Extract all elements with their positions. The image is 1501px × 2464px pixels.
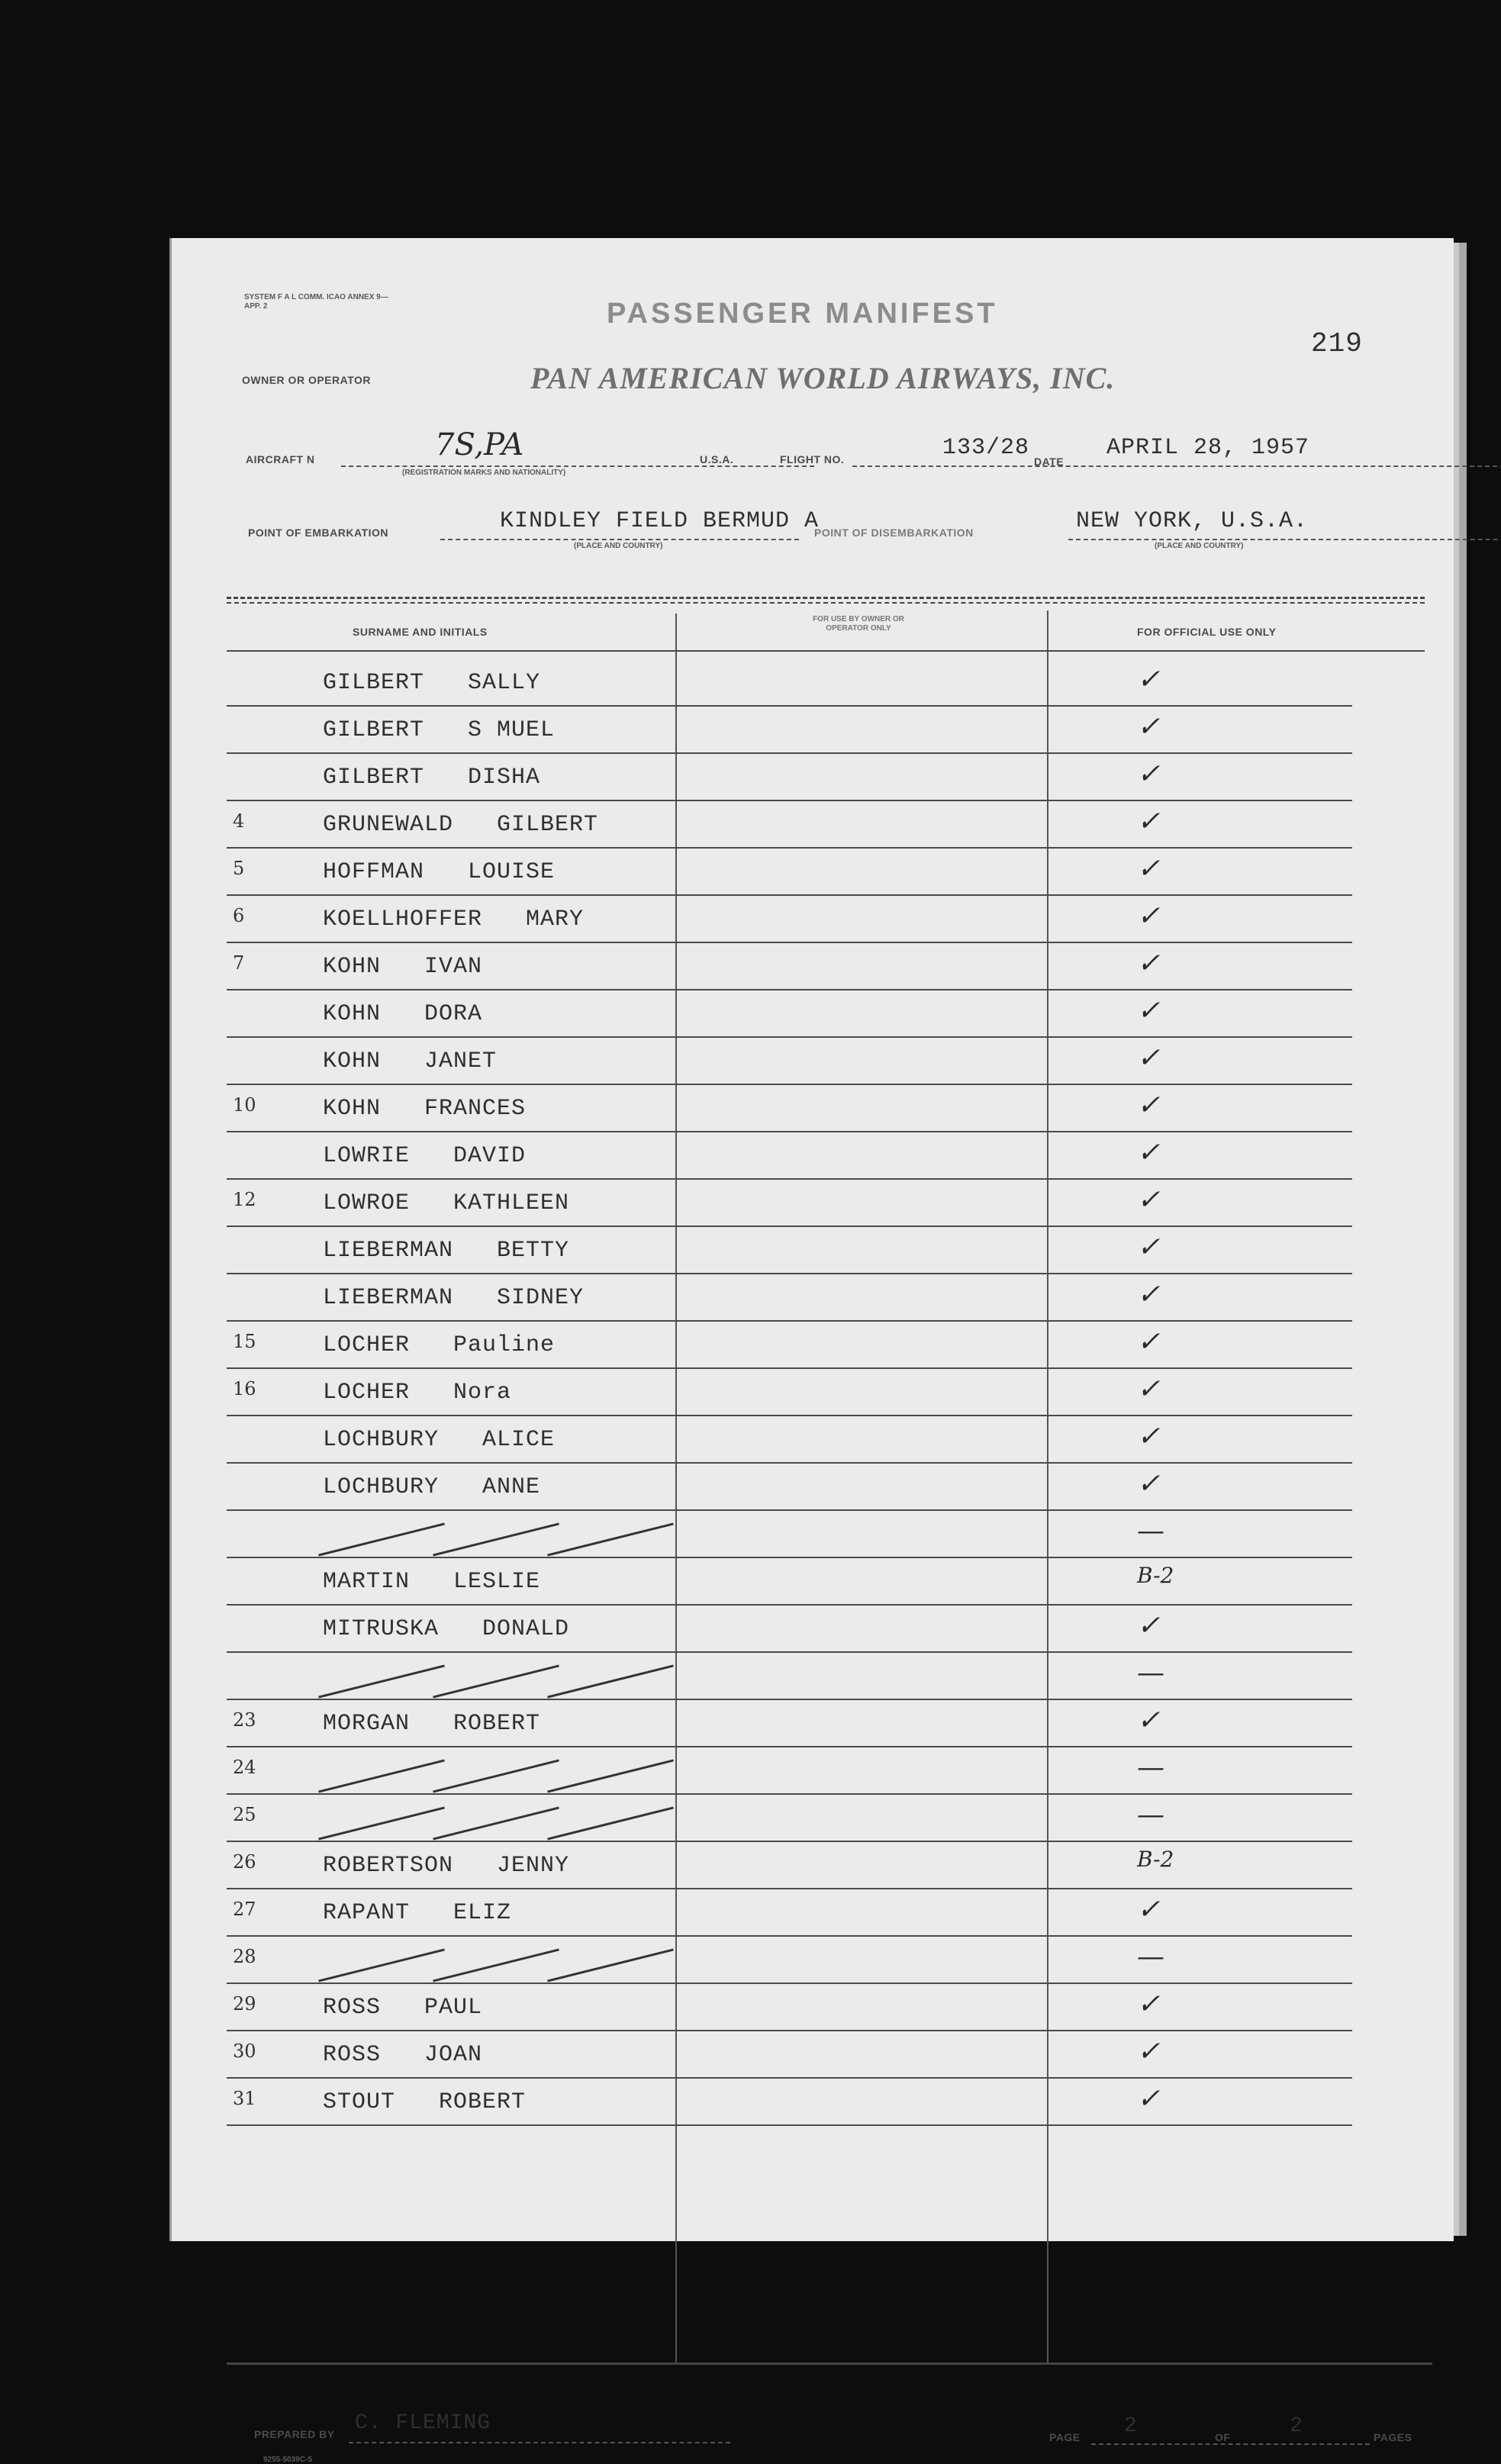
table-top-rule	[227, 597, 1425, 599]
row-rule	[227, 1131, 1352, 1132]
passenger-name: LOWROE KATHLEEN	[323, 1190, 570, 1216]
row-number: 30	[233, 2040, 256, 2062]
row-rule	[227, 1367, 1352, 1369]
row-rule	[227, 1415, 1352, 1416]
row-rule	[227, 1462, 1352, 1464]
official-check-mark: ✓	[1137, 948, 1161, 979]
page-current: 2	[1124, 2414, 1138, 2438]
row-rule	[227, 847, 1352, 849]
row-rule	[227, 705, 1352, 707]
official-check-mark: ✓	[1137, 806, 1161, 837]
of-label: OF	[1215, 2431, 1231, 2443]
col-operator-header: FOR USE BY OWNER OR OPERATOR ONLY	[813, 615, 904, 633]
strikethrough-mark	[433, 1522, 559, 1556]
passenger-name: GILBERT S MUEL	[323, 717, 556, 743]
official-check-mark: ✓	[1137, 1279, 1161, 1310]
row-number: 7	[233, 952, 245, 974]
passenger-name: GILBERT DISHA	[323, 765, 541, 791]
paper-edge	[1459, 243, 1467, 2236]
passenger-name: GRUNEWALD GILBERT	[323, 812, 599, 838]
row-number: 4	[233, 810, 245, 832]
passenger-name: KOHN DORA	[323, 1001, 483, 1027]
row-rule	[227, 1841, 1352, 1842]
passenger-name: KOHN JANET	[323, 1048, 498, 1074]
row-number: 31	[233, 2088, 256, 2109]
strikethrough-mark	[547, 1806, 674, 1840]
row-number: 10	[233, 1094, 256, 1116]
passenger-name: LOCHBURY ANNE	[323, 1474, 541, 1500]
passenger-name: LOCHER Nora	[323, 1380, 512, 1406]
row-rule	[227, 2077, 1352, 2079]
row-rule	[227, 1935, 1352, 1937]
row-number: 5	[233, 858, 245, 879]
row-rule	[227, 894, 1352, 896]
row-rule	[227, 1557, 1352, 1558]
row-rule	[227, 989, 1352, 990]
usa-label: U.S.A.	[700, 453, 734, 465]
row-rule	[227, 1084, 1352, 1085]
strikethrough-mark	[318, 1948, 445, 1982]
manifest-page	[169, 238, 1454, 2464]
official-check-mark: ✓	[1137, 1374, 1161, 1405]
passenger-name: MARTIN LESLIE	[323, 1569, 541, 1595]
row-rule	[227, 1226, 1352, 1227]
place-caption-2: (PLACE AND COUNTRY)	[1155, 542, 1244, 550]
passenger-name: HOFFMAN LOUISE	[323, 859, 556, 885]
strikethrough-mark	[318, 1664, 445, 1698]
visa-class-note: B-2	[1137, 1847, 1174, 1872]
official-check-mark: ✓	[1137, 1421, 1161, 1452]
date-value: APRIL 28, 1957	[1106, 435, 1310, 461]
passenger-name: LOCHBURY ALICE	[323, 1427, 556, 1453]
row-rule	[227, 1178, 1352, 1180]
row-number: 29	[233, 1993, 256, 2015]
flight-label: FLIGHT NO.	[780, 453, 845, 465]
official-check-mark: ✓	[1137, 2083, 1161, 2115]
owner-label: OWNER OR OPERATOR	[242, 374, 371, 386]
official-check-mark: ✓	[1137, 1326, 1161, 1358]
official-check-mark: ✓	[1137, 853, 1161, 884]
strikethrough-mark	[547, 1522, 674, 1556]
pages-label: PAGES	[1374, 2431, 1412, 2443]
operator-name: PAN AMERICAN WORLD AIRWAYS, INC.	[530, 361, 1116, 395]
strikethrough-mark	[318, 1759, 445, 1792]
row-rule	[227, 1273, 1352, 1274]
passenger-name: KOHN IVAN	[323, 954, 483, 980]
passenger-name: STOUT ROBERT	[323, 2089, 527, 2115]
row-rule	[227, 2030, 1352, 2031]
flight-underline	[852, 465, 1501, 467]
form-ref: SYSTEM F A L COMM. ICAO ANNEX 9—APP. 2	[244, 293, 388, 311]
official-check-mark: ✓	[1137, 1610, 1161, 1641]
prepared-underline	[349, 2442, 730, 2443]
aircraft-underline	[341, 465, 814, 467]
official-check-mark: —	[1137, 1515, 1164, 1547]
page-underline	[1091, 2443, 1370, 2445]
passenger-name: GILBERT SALLY	[323, 670, 541, 696]
embark-value: KINDLEY FIELD BERMUD A	[500, 508, 820, 534]
official-check-mark: ✓	[1137, 1184, 1161, 1216]
aircraft-label: AIRCRAFT N	[246, 453, 315, 465]
row-number: 12	[233, 1189, 256, 1210]
official-check-mark: ✓	[1137, 1090, 1161, 1121]
passenger-name: RAPANT ELIZ	[323, 1900, 512, 1926]
official-check-mark: ✓	[1137, 1989, 1161, 2020]
page-title: PASSENGER MANIFEST	[607, 298, 998, 330]
passenger-name: MORGAN ROBERT	[323, 1711, 541, 1737]
disembark-label: POINT OF DISEMBARKATION	[814, 527, 974, 539]
official-check-mark: ✓	[1137, 1894, 1161, 1925]
official-check-mark: ✓	[1137, 1468, 1161, 1499]
strikethrough-mark	[547, 1948, 674, 1982]
strikethrough-mark	[318, 1806, 445, 1840]
column-divider	[1047, 610, 1048, 2363]
header-rule	[227, 650, 1425, 652]
official-check-mark: —	[1137, 1941, 1164, 1973]
row-rule	[227, 1746, 1352, 1747]
strikethrough-mark	[318, 1522, 445, 1556]
row-rule	[227, 1604, 1352, 1606]
disembark-value: NEW YORK, U.S.A.	[1076, 508, 1309, 534]
page-label: PAGE	[1049, 2431, 1081, 2443]
row-number: 25	[233, 1804, 256, 1825]
official-check-mark: —	[1137, 1799, 1164, 1831]
embark-label: POINT OF EMBARKATION	[248, 527, 388, 539]
official-check-mark: ✓	[1137, 759, 1161, 790]
passenger-name: ROSS JOAN	[323, 2042, 483, 2068]
form-code: 9255-5039C-5	[263, 2456, 312, 2464]
strikethrough-mark	[433, 1664, 559, 1698]
official-check-mark: ✓	[1137, 711, 1161, 742]
visa-class-note: B-2	[1137, 1563, 1174, 1588]
disembark-underline	[1068, 539, 1501, 540]
column-divider	[675, 614, 677, 2363]
row-rule	[227, 1651, 1352, 1653]
row-rule	[227, 752, 1352, 754]
official-check-mark: —	[1137, 1657, 1164, 1689]
passenger-name: LIEBERMAN BETTY	[323, 1238, 570, 1264]
row-rule	[227, 1888, 1352, 1889]
strikethrough-mark	[547, 1664, 674, 1698]
registration-caption: (REGISTRATION MARKS AND NATIONALITY)	[402, 469, 566, 477]
table-bottom-rule	[227, 2363, 1432, 2365]
page-total: 2	[1290, 2414, 1303, 2438]
row-rule	[227, 1509, 1352, 1511]
official-check-mark: ✓	[1137, 1042, 1161, 1074]
strikethrough-mark	[433, 1948, 559, 1982]
passenger-name: LOCHER Pauline	[323, 1332, 556, 1358]
row-rule	[227, 1982, 1352, 1984]
official-check-mark: ✓	[1137, 900, 1161, 932]
row-number: 23	[233, 1709, 256, 1731]
official-check-mark: ✓	[1137, 664, 1161, 695]
strikethrough-mark	[433, 1759, 559, 1792]
prepared-by: C. FLEMING	[355, 2411, 491, 2435]
passenger-name: MITRUSKA DONALD	[323, 1616, 570, 1642]
col-official-header: FOR OFFICIAL USE ONLY	[1137, 626, 1277, 638]
col-surname-header: SURNAME AND INITIALS	[353, 626, 488, 638]
row-rule	[227, 1793, 1352, 1795]
place-caption: (PLACE AND COUNTRY)	[574, 542, 663, 550]
official-check-mark: ✓	[1137, 1705, 1161, 1736]
passenger-name: LOWRIE DAVID	[323, 1143, 527, 1169]
strikethrough-mark	[433, 1806, 559, 1840]
row-rule	[227, 1320, 1352, 1322]
official-check-mark: —	[1137, 1752, 1164, 1783]
row-number: 16	[233, 1378, 256, 1399]
date-label: DATE	[1034, 456, 1065, 468]
official-check-mark: ✓	[1137, 1232, 1161, 1263]
row-number: 15	[233, 1331, 256, 1352]
passenger-name: ROSS PAUL	[323, 1995, 483, 2021]
flight-value: 133/28	[942, 435, 1030, 461]
official-check-mark: ✓	[1137, 1137, 1161, 1168]
official-check-mark: ✓	[1137, 2036, 1161, 2067]
aircraft-value: 7S,PA	[435, 427, 524, 462]
official-check-mark: ✓	[1137, 995, 1161, 1026]
row-rule	[227, 1036, 1352, 1038]
row-number: 26	[233, 1851, 256, 1873]
prepared-label: PREPARED BY	[254, 2428, 335, 2440]
row-number: 24	[233, 1757, 256, 1778]
passenger-name: KOELLHOFFER MARY	[323, 907, 585, 932]
page-number: 219	[1311, 328, 1363, 359]
passenger-name: ROBERTSON JENNY	[323, 1853, 570, 1879]
row-rule	[227, 800, 1352, 801]
embark-underline	[440, 539, 799, 540]
row-number: 6	[233, 905, 245, 926]
row-rule	[227, 942, 1352, 943]
row-number: 27	[233, 1899, 256, 1920]
passenger-name: KOHN FRANCES	[323, 1096, 527, 1122]
passenger-name: LIEBERMAN SIDNEY	[323, 1285, 585, 1311]
table-top-rule	[227, 602, 1425, 604]
row-rule	[227, 2124, 1352, 2126]
row-number: 28	[233, 1946, 256, 1967]
row-rule	[227, 1699, 1352, 1700]
strikethrough-mark	[547, 1759, 674, 1792]
